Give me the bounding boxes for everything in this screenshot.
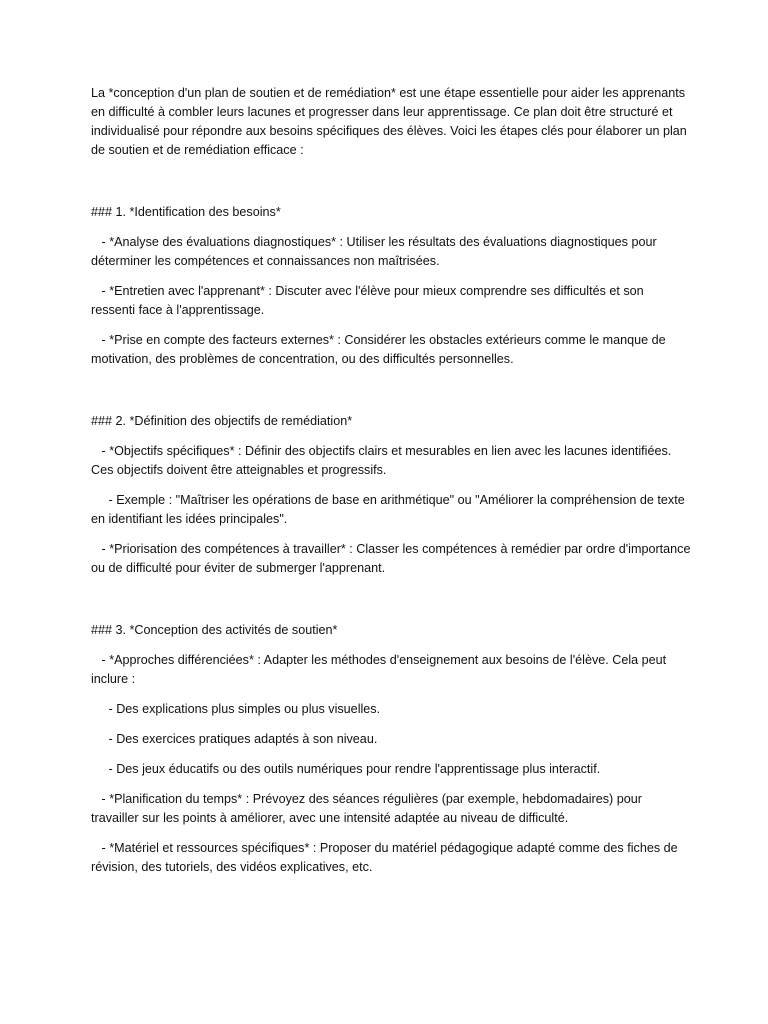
list-item: - *Planification du temps* : Prévoyez des séances régulières (par exemple, hebdomadaires) pour travailler sur les points à améliorer, avec une intensité adaptée au niveau de difficulté.	[91, 792, 646, 825]
intro-paragraph: La *conception d'un plan de soutien et de remédiation* est une étape essentielle pour aider les apprenants en difficulté à combler leurs lacunes et progresser dans leur apprentissage. Ce plan doit être structuré et individualisé pour répondre aux besoins spécifiques des élèves. Voici les étapes clés pour élaborer un plan de soutien et de remédiation efficace :	[91, 86, 691, 157]
list-item: - *Prise en compte des facteurs externes* : Considérer les obstacles extérieurs comme le manque de motivation, des problèmes de concentration, ou des difficultés personnelles.	[91, 333, 670, 366]
list-item: - *Priorisation des compétences à travailler* : Classer les compétences à remédier par ordre d'importance ou de difficulté pour éviter de submerger l'apprenant.	[91, 542, 694, 575]
section-heading-3: ### 3. *Conception des activités de soutien*	[91, 623, 338, 637]
list-item: - Exemple : "Maîtriser les opérations de base en arithmétique" ou "Améliorer la compréhension de texte en identifiant les idées principales".	[91, 493, 689, 526]
list-item: - Des exercices pratiques adaptés à son niveau.	[91, 732, 378, 746]
list-item: - *Entretien avec l'apprenant* : Discuter avec l'élève pour mieux comprendre ses difficultés et son ressenti face à l'apprentissage.	[91, 284, 648, 317]
document-body	[91, 84, 694, 877]
list-item: - *Matériel et ressources spécifiques* : Proposer du matériel pédagogique adapté comme des fiches de révision, des tutoriels, des vidéos explicatives, etc.	[91, 841, 682, 874]
list-item: - *Objectifs spécifiques* : Définir des objectifs clairs et mesurables en lien avec les lacunes identifiées. Ces objectifs doivent être atteignables et progressifs.	[91, 444, 675, 477]
list-item: - *Approches différenciées* : Adapter les méthodes d'enseignement aux besoins de l'élève. Cela peut inclure :	[91, 653, 670, 686]
list-item: - Des explications plus simples ou plus visuelles.	[91, 702, 381, 716]
list-item: - Des jeux éducatifs ou des outils numériques pour rendre l'apprentissage plus interactif.	[91, 762, 601, 776]
list-item: - *Analyse des évaluations diagnostiques* : Utiliser les résultats des évaluations diagnostiques pour déterminer les compétences et connaissances non maîtrisées.	[91, 235, 661, 268]
section-heading-2: ### 2. *Définition des objectifs de remédiation*	[91, 414, 353, 428]
section-heading-1: ### 1. *Identification des besoins*	[91, 205, 281, 219]
